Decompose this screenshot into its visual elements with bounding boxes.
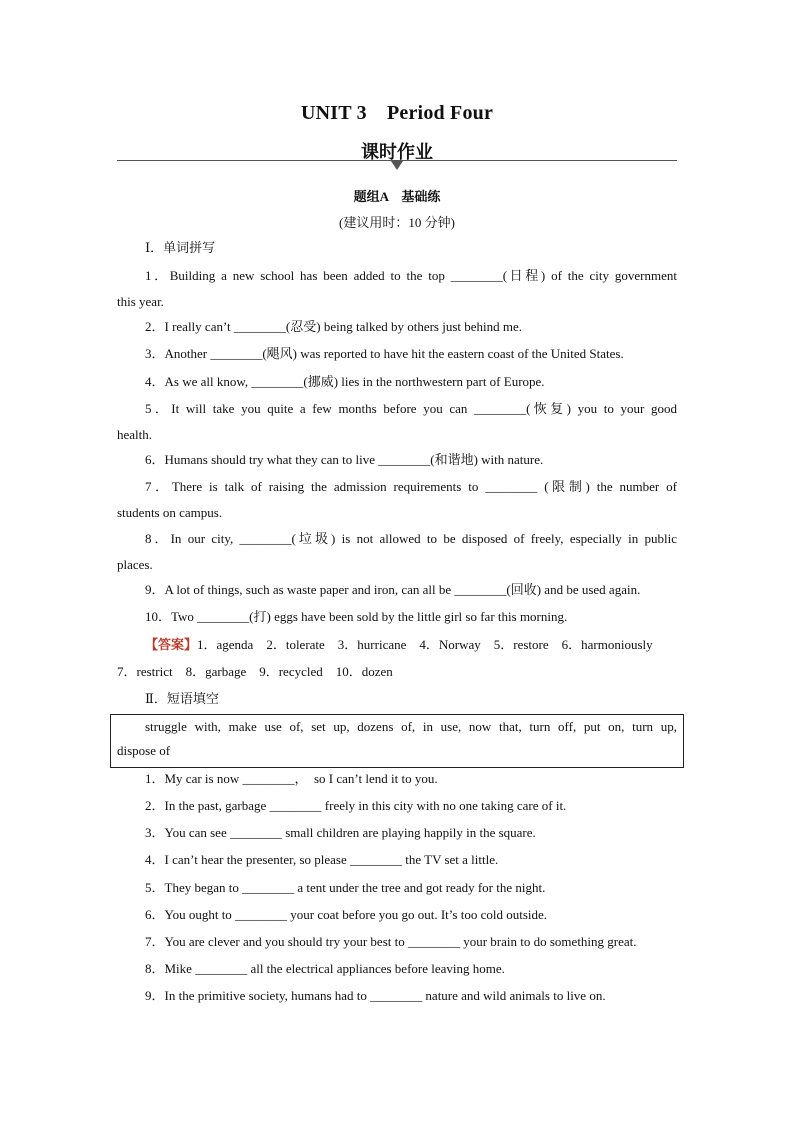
s1-question-3: 3．Another ________(飓风) was reported to have hit the eastern coast of the United States. — [145, 346, 624, 361]
time-note: (建议用时：10 分钟) — [339, 215, 455, 230]
s1-question-6: 6．Humans should try what they can to live ________(和谐地) with nature. — [145, 452, 544, 467]
page-subtitle: 课时作业 — [361, 142, 433, 162]
s1-question-1: 1．Building a new school has been added to the top ________(日程) of the city government — [145, 268, 677, 283]
answer-line-2: 7．restrict 8．garbage 9．recycled 10．dozen — [117, 664, 393, 679]
section1-heading: Ⅰ．单词拼写 — [145, 240, 216, 255]
s2-question-8: 8．Mike ________ all the electrical appliances before leaving home. — [145, 961, 505, 976]
answer-line-1 — [117, 637, 677, 653]
s1-question-5: 5．It will take you quite a few months before you can ________(恢复) you to your good — [145, 401, 677, 416]
s2-question-6: 6．You ought to ________ your coat before you go out. It’s too cold outside. — [145, 907, 548, 922]
s2-question-3: 3．You can see ________ small children are playing happily in the square. — [145, 825, 536, 840]
s2-question-5: 5．They began to ________ a tent under the tree and got ready for the night. — [145, 880, 546, 895]
section2-heading: Ⅱ．短语填空 — [145, 691, 219, 706]
s1-question-4: 4．As we all know, ________(挪威) lies in the northwestern part of Europe. — [145, 374, 545, 389]
s2-question-1: 1．My car is now ________， so I can’t lend it to you. — [145, 771, 438, 786]
divider-triangle-icon — [391, 161, 403, 170]
s1-question-2: 2．I really can’t ________(忍受) being talked by others just behind me. — [145, 319, 523, 334]
s1-question-10: 10．Two ________(打) eggs have been sold by the little girl so far this morning. — [145, 609, 568, 624]
s1-question-8: 8．In our city, ________(垃圾) is not allowed to be disposed of freely, especially in public — [145, 531, 677, 546]
phrase-list-2: dispose of — [117, 743, 171, 758]
s1-question-8-cont: places. — [117, 557, 153, 572]
answer-text-1: 1．agenda 2．tolerate 3．hurricane 4．Norway 5．restore 6．harmoniously — [197, 637, 653, 652]
s2-question-9: 9．In the primitive society, humans had to ________ nature and wild animals to live on. — [145, 988, 606, 1003]
group-title: 题组A 基础练 — [353, 189, 441, 204]
s2-question-4: 4．I can’t hear the presenter, so please ________ the TV set a little. — [145, 852, 499, 867]
s1-question-1-cont: this year. — [117, 294, 164, 309]
s1-question-5-cont: health. — [117, 427, 153, 442]
s1-question-9: 9．A lot of things, such as waste paper and iron, can all be ________(回收) and be used again. — [145, 582, 641, 597]
s2-question-7: 7．You are clever and you should try your best to ________ your brain to do something great. — [145, 934, 637, 949]
answer-tag: 【答案】 — [145, 637, 198, 652]
phrase-list-1: struggle with, make use of, set up, dozens of, in use, now that, turn off, put on, turn up, — [145, 719, 677, 734]
page-title: UNIT 3 Period Four — [300, 102, 494, 124]
s2-question-2: 2．In the past, garbage ________ freely in this city with no one taking care of it. — [145, 798, 567, 813]
s1-question-7: 7．There is talk of raising the admission requirements to ________ (限制) the number of — [145, 479, 677, 494]
s1-question-7-cont: students on campus. — [117, 505, 223, 520]
